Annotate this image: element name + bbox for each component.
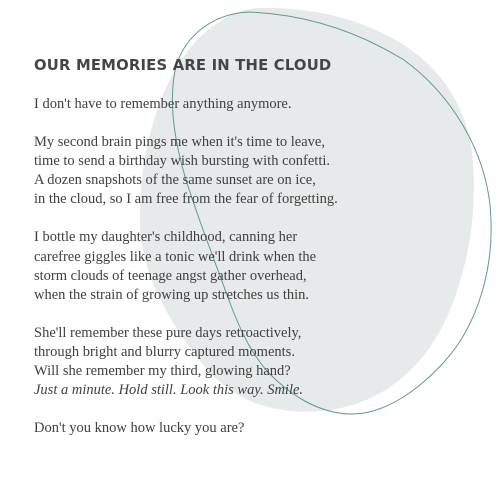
stanza [34,419,338,438]
stanza-gap [34,400,338,419]
stanza-gap [34,114,338,133]
poem-line: Will she remember my third, glowing hand? [34,363,291,380]
poem-line: through bright and blurry captured moments. [34,343,295,360]
poem-line: time to send a birthday wish bursting with confetti. [34,153,330,170]
poem-line: in the cloud, so I am free from the fear of forgetting. [34,191,338,208]
poem-line: I bottle my daughter's childhood, canning her [34,229,298,246]
poem-line-italic: Just a minute. Hold still. Look this way. Smile. [34,382,304,399]
poem-line: A dozen snapshots of the same sunset are on ice, [34,172,316,189]
poem-line: when the strain of growing up stretches us thin. [34,286,310,303]
poem-title: OUR MEMORIES ARE IN THE CLOUD [34,57,332,74]
poem-line: She'll remember these pure days retroactively, [34,324,302,341]
stanza [34,228,338,304]
poem-line: storm clouds of teenage angst gather overhead, [34,267,307,284]
stanza-gap [34,209,338,228]
stanza [34,324,338,400]
poem-line: Don't you know how lucky you are? [34,420,245,437]
poem-line: carefree giggles like a tonic we'll drink when the [34,248,317,265]
poem-line: My second brain pings me when it's time to leave, [34,134,325,151]
stanza-gap [34,305,338,324]
poem-body [34,95,338,438]
stanza [34,133,338,209]
poem-line: I don't have to remember anything anymore. [34,96,292,112]
stanza [34,95,338,114]
